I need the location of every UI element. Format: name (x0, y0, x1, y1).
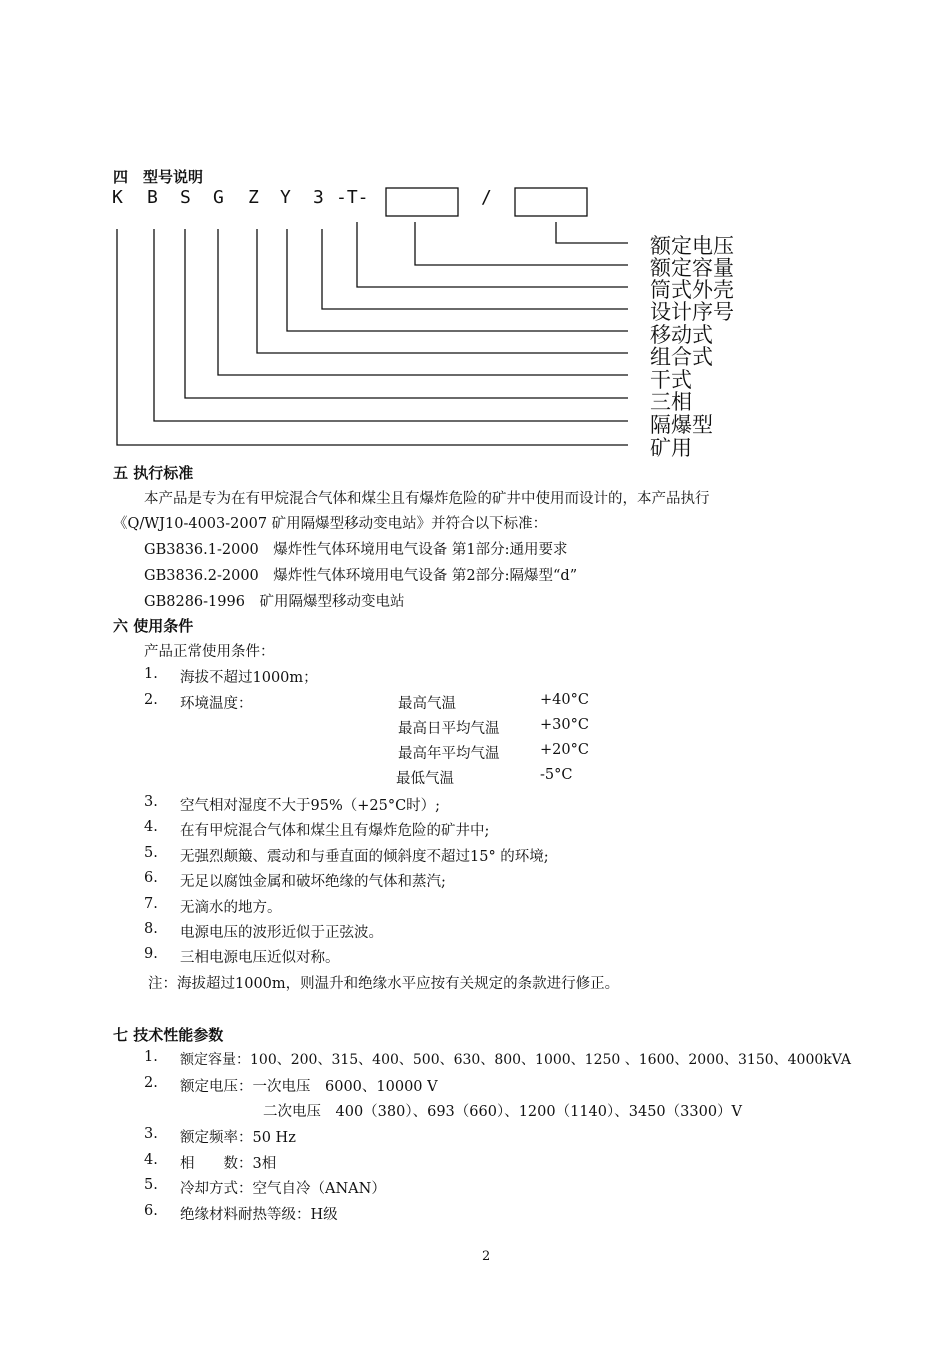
item-number: 1. (144, 1049, 158, 1065)
item-number: 5. (144, 845, 158, 861)
item-number: 3. (144, 1126, 158, 1142)
condition-item: 无强烈颠簸、震动和与垂直面的倾斜度不超过15° 的环境; (180, 849, 549, 865)
param-insulation-class: 绝缘材料耐热等级：H级 (180, 1207, 338, 1223)
section-4-heading: 四 型号说明 (113, 168, 204, 186)
conditions-intro: 产品正常使用条件： (144, 644, 275, 660)
code-slash: / (481, 187, 492, 208)
item-number: 6. (144, 870, 158, 886)
param-rated-capacity: 额定容量：100、200、315、400、500、630、800、1000、1250 、1600、2000、3150、4000kVA (180, 1052, 852, 1068)
label-mobile: 移动式 (650, 323, 713, 347)
item-number: 9. (144, 946, 158, 962)
item-number: 8. (144, 921, 158, 937)
condition-item: 空气相对湿度不大于95%（+25°C时）; (180, 798, 441, 814)
label-rated-capacity: 额定容量 (650, 256, 734, 280)
leader-line-1 (556, 222, 628, 243)
section-5-heading: 五 执行标准 (113, 464, 194, 482)
condition-item: 三相电源电压近似对称。 (180, 950, 340, 966)
temp-value: +20°C (540, 742, 589, 758)
leader-line-9 (154, 229, 628, 421)
label-combined: 组合式 (650, 345, 713, 369)
item-number: 4. (144, 819, 158, 835)
condition-item: 无滴水的地方。 (180, 900, 282, 916)
item-number: 5. (144, 1177, 158, 1193)
param-cooling: 冷却方式：空气自冷（ANAN） (180, 1181, 386, 1197)
condition-item: 在有甲烷混合气体和煤尘且有爆炸危险的矿井中; (180, 823, 490, 839)
param-secondary-voltage: 二次电压 400（380）、693（660）、1200（1140）、3450（3300）V (263, 1104, 743, 1120)
leader-line-3 (357, 222, 628, 287)
temp-value: -5°C (540, 767, 573, 783)
temp-name: 最高日平均气温 (398, 721, 500, 737)
standard-item: GB3836.1-2000 爆炸性气体环境用电气设备 第1部分:通用要求 (144, 542, 568, 558)
standard-item: GB3836.2-2000 爆炸性气体环境用电气设备 第2部分:隔爆型“d” (144, 568, 578, 584)
voltage-box (515, 188, 587, 216)
condition-item: 无足以腐蚀金属和破坏绝缘的气体和蒸汽; (180, 874, 446, 890)
condition-altitude: 海拔不超过1000m； (180, 670, 318, 686)
label-dry: 干式 (650, 368, 692, 392)
param-rated-voltage: 额定电压：一次电压 6000、10000 V (180, 1079, 438, 1095)
temp-value: +40°C (540, 692, 589, 708)
capacity-box (386, 188, 458, 216)
label-three-phase: 三相 (650, 390, 692, 414)
code-letter-s: S (180, 187, 191, 208)
code-letter-3: 3 (313, 187, 324, 208)
section-5-para-line-1: 本产品是专为在有甲烷混合气体和煤尘且有爆炸危险的矿井中使用而设计的，本产品执行 (144, 491, 710, 507)
label-mining: 矿用 (650, 436, 692, 460)
temp-name: 最低气温 (396, 771, 454, 787)
temp-name: 最高气温 (398, 696, 456, 712)
leader-line-8 (185, 229, 628, 398)
condition-temperature: 环境温度： (180, 696, 253, 712)
temp-value: +30°C (540, 717, 589, 733)
altitude-note: 注：海拔超过1000m，则温升和绝缘水平应按有关规定的条款进行修正。 (148, 976, 620, 992)
code-letter-g: G (213, 187, 224, 208)
temp-name: 最高年平均气温 (398, 746, 500, 762)
condition-item: 电源电压的波形近似于正弦波。 (180, 925, 383, 941)
section-6-heading: 六 使用条件 (113, 617, 194, 635)
leader-line-6 (257, 229, 628, 353)
param-phases: 相 数：3相 (180, 1156, 277, 1172)
label-design-serial: 设计序号 (650, 300, 734, 324)
label-cylinder-shell: 筒式外壳 (650, 278, 734, 302)
leader-line-5 (287, 229, 628, 331)
section-5-para-line-2: 《Q/WJ10-4003-2007 矿用隔爆型移动变电站》并符合以下标准： (113, 516, 548, 532)
item-number: 6. (144, 1203, 158, 1219)
param-rated-frequency: 额定频率：50 Hz (180, 1130, 296, 1146)
label-rated-voltage: 额定电压 (650, 234, 734, 258)
item-number: 3. (144, 794, 158, 810)
page-number: 2 (482, 1249, 491, 1264)
item-number: 1. (144, 666, 158, 682)
item-number: 7. (144, 896, 158, 912)
label-flameproof: 隔爆型 (650, 413, 713, 437)
code-letter-y: Y (280, 187, 291, 208)
leader-line-4 (322, 229, 628, 309)
item-number: 2. (144, 1075, 158, 1091)
code-letter-z: Z (248, 187, 259, 208)
code-letter-b: B (147, 187, 158, 208)
code-letter-k: K (112, 187, 123, 208)
section-7-heading: 七 技术性能参数 (113, 1026, 224, 1044)
leader-line-10 (117, 229, 628, 445)
standard-item: GB8286-1996 矿用隔爆型移动变电站 (144, 594, 405, 610)
item-number: 2. (144, 692, 158, 708)
code-letter-t: -T- (336, 187, 369, 208)
item-number: 4. (144, 1152, 158, 1168)
